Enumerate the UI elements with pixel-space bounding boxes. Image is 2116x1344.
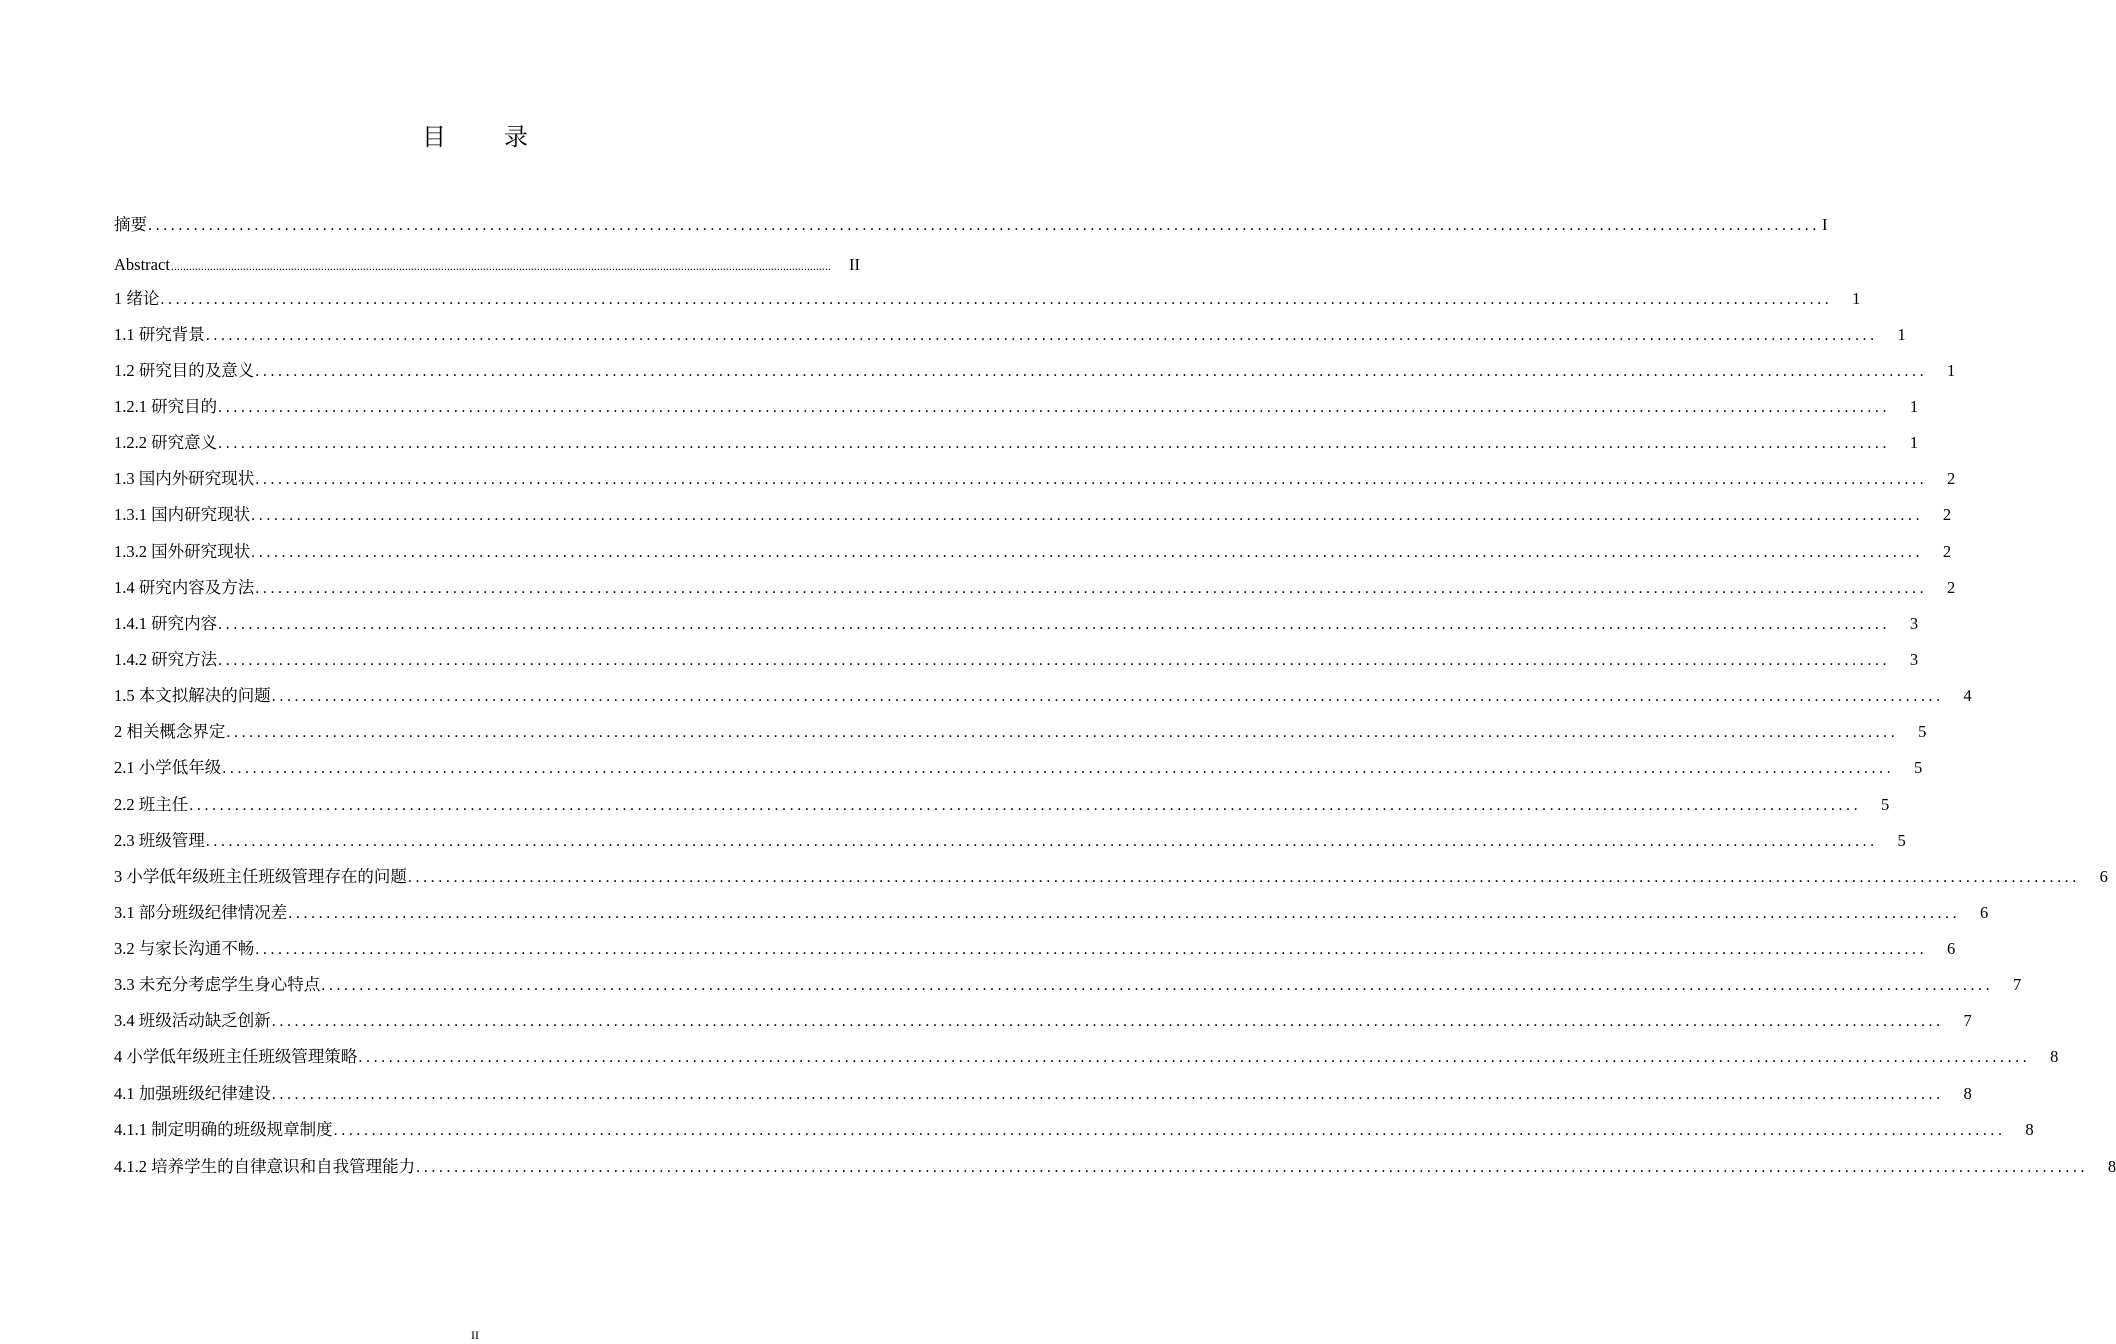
- toc-entry-page: 4: [1963, 686, 1972, 705]
- toc-entry[interactable]: [114, 322, 1906, 348]
- toc-entry[interactable]: [114, 647, 1919, 673]
- toc-entry-page: 1: [1909, 433, 1919, 452]
- toc-entry-label: 2.2 班主任: [114, 795, 189, 814]
- toc-entry[interactable]: [114, 792, 1890, 818]
- toc-entry-page: 8: [2025, 1120, 2034, 1139]
- toc-entry[interactable]: [114, 972, 2022, 998]
- toc-entry-page: 6: [1947, 939, 1956, 958]
- toc-leader-dots: ............................................................................................................................................................................................................................: [205, 327, 1878, 344]
- toc-entry-label: 1.3.2 国外研究现状: [114, 542, 251, 561]
- toc-entry-page: 2: [1942, 505, 1952, 524]
- toc-entry-label: 4.1.1 制定明确的班级规章制度: [114, 1120, 333, 1139]
- toc-entry-label: 1.1 研究背景: [114, 325, 205, 344]
- toc-entry[interactable]: [114, 755, 1923, 781]
- toc-entry[interactable]: [114, 286, 1861, 312]
- toc-entry-label: 3 小学低年级班主任班级管理存在的问题: [114, 867, 407, 886]
- toc-entry-label: 3.2 与家长沟通不畅: [114, 939, 255, 958]
- toc-entry-label: 1.4.1 研究内容: [114, 614, 218, 633]
- toc-entry-label: 1.3.1 国内研究现状: [114, 505, 251, 524]
- toc-entry-page: 1: [1897, 325, 1906, 344]
- toc-entry-page: II: [849, 255, 860, 274]
- toc-entry-label: Abstract: [114, 255, 170, 274]
- toc-entry-page: 7: [2013, 975, 2022, 994]
- toc-entry[interactable]: [114, 1081, 1972, 1107]
- toc-entry-page: 7: [1963, 1011, 1972, 1030]
- toc-entry-label: 2 相关概念界定: [114, 722, 226, 741]
- toc-entry[interactable]: [114, 936, 1956, 962]
- toc-entry-page: 2: [1947, 469, 1956, 488]
- toc-entry[interactable]: [114, 828, 1906, 854]
- toc-entry[interactable]: [114, 864, 2108, 890]
- toc-leader-dots: ............................................................................................................................................................................................................................: [255, 941, 1928, 958]
- toc-entry-label: 1.3 国内外研究现状: [114, 469, 255, 488]
- toc-entry-page: 2: [1947, 578, 1956, 597]
- toc-entry[interactable]: [114, 466, 1956, 492]
- toc-entry-page: 6: [1980, 903, 1989, 922]
- toc-entry-page: 1: [1852, 289, 1861, 308]
- toc-leader-dots: ............................................................................................................................................................................................................................: [271, 688, 1944, 705]
- toc-entry-label: 1 绪论: [114, 289, 160, 308]
- toc-leader-dots: ............................................................................................................................................................................................................................: [218, 616, 1891, 633]
- toc-entry-page: 8: [2107, 1157, 2116, 1176]
- toc-entry-label: 1.4 研究内容及方法: [114, 578, 255, 597]
- toc-entry-page: 1: [1909, 397, 1919, 416]
- toc-entry[interactable]: [114, 719, 1927, 745]
- toc-entry[interactable]: [114, 394, 1919, 420]
- toc-entry[interactable]: [114, 1044, 2059, 1070]
- toc-entry-page: 5: [1918, 722, 1927, 741]
- toc-entry-page: 8: [2050, 1047, 2059, 1066]
- toc-leader-dots: ............................................................................................................................................................................................................................: [160, 291, 1833, 308]
- toc-leader-dots: ............................................................................................................................................................................................................................: [321, 977, 1994, 994]
- toc-leader-dots: ............................................................................................................................................................................................................................: [218, 435, 1891, 452]
- toc-entry-label: 4.1.2 培养学生的自律意识和自我管理能力: [114, 1157, 416, 1176]
- toc-entry-label: 2.1 小学低年级: [114, 758, 222, 777]
- toc-leader-dots: ............................................................................................................................................................................................................................: [416, 1159, 2089, 1176]
- toc-entry-page: 6: [2099, 867, 2108, 886]
- toc-entry-page: 5: [1881, 795, 1890, 814]
- toc-entry[interactable]: [114, 502, 1952, 528]
- toc-leader-dots: ............................................................................................................................................................................................................................: [222, 760, 1895, 777]
- toc-leader-dots: ............................................................................................................................................................................................................................: [251, 544, 1924, 561]
- toc-entry[interactable]: [114, 611, 1919, 637]
- toc-entry[interactable]: [114, 1117, 2034, 1143]
- toc-entry-label: 3.3 未充分考虑学生身心特点: [114, 975, 321, 994]
- toc-entry[interactable]: [114, 900, 1989, 926]
- toc-entry-label: 1.2.2 研究意义: [114, 433, 218, 452]
- toc-leader-dots: ............................................................................................................................................................................................................................: [255, 471, 1928, 488]
- toc-entry-label: 1.2.1 研究目的: [114, 397, 218, 416]
- toc-entry[interactable]: [114, 683, 1972, 709]
- page-title: 目 录: [422, 125, 554, 151]
- toc-leader-dots: ............................................................................................................................................................................................................................: [170, 259, 831, 273]
- toc-entry-label: 1.2 研究目的及意义: [114, 361, 255, 380]
- toc-entry[interactable]: [114, 1008, 1972, 1034]
- toc-entry-label: 2.3 班级管理: [114, 831, 205, 850]
- toc-entry[interactable]: [114, 1154, 2116, 1180]
- toc-entry-page: 1: [1947, 361, 1956, 380]
- toc-entry-label: 1.4.2 研究方法: [114, 650, 218, 669]
- toc-leader-dots: ............................................................................................................................................................................................................................: [255, 580, 1928, 597]
- toc-entry[interactable]: [114, 212, 1828, 238]
- toc-entry-page: 3: [1909, 614, 1919, 633]
- toc-entry-page: 8: [1963, 1084, 1972, 1103]
- toc-leader-dots: ............................................................................................................................................................................................................................: [358, 1049, 2031, 1066]
- toc-leader-dots: ............................................................................................................................................................................................................................: [271, 1013, 1944, 1030]
- footer-page-number: II: [471, 1328, 479, 1342]
- toc-entry-page: 5: [1914, 758, 1923, 777]
- toc-entry[interactable]: [114, 575, 1956, 601]
- toc-entry-label: 4 小学低年级班主任班级管理策略: [114, 1047, 358, 1066]
- toc-leader-dots: ............................................................................................................................................................................................................................: [218, 652, 1891, 669]
- toc-leader-dots: ............................................................................................................................................................................................................................: [407, 869, 2080, 886]
- toc-leader-dots: ............................................................................................................................................................................................................................: [251, 507, 1924, 524]
- toc-leader-dots: ............................................................................................................................................................................................................................: [205, 833, 1878, 850]
- toc-entry-label: 摘要: [114, 215, 147, 234]
- toc-leader-dots: ............................................................................................................................................................................................................................: [189, 797, 1862, 814]
- toc-entry[interactable]: [114, 430, 1919, 456]
- toc-entry-page: 2: [1942, 542, 1952, 561]
- toc-entry-label: 4.1 加强班级纪律建设: [114, 1084, 271, 1103]
- toc-leader-dots: ............................................................................................................................................................................................................................: [148, 217, 1820, 234]
- toc-entry-page: I: [1822, 215, 1828, 234]
- toc-leader-dots: ............................................................................................................................................................................................................................: [333, 1122, 2006, 1139]
- toc-entry-label: 3.1 部分班级纪律情况差: [114, 903, 288, 922]
- toc-entry-page: 3: [1909, 650, 1919, 669]
- toc-entry-label: 1.5 本文拟解决的问题: [114, 686, 271, 705]
- toc-entry-label: 3.4 班级活动缺乏创新: [114, 1011, 271, 1030]
- toc-leader-dots: ............................................................................................................................................................................................................................: [218, 399, 1891, 416]
- toc-leader-dots: ............................................................................................................................................................................................................................: [226, 724, 1899, 741]
- toc-entry[interactable]: [114, 358, 1956, 384]
- toc-leader-dots: ............................................................................................................................................................................................................................: [288, 905, 1961, 922]
- toc-leader-dots: ............................................................................................................................................................................................................................: [271, 1086, 1944, 1103]
- toc-entry[interactable]: [114, 252, 860, 278]
- toc-entry-page: 5: [1897, 831, 1906, 850]
- toc-leader-dots: ............................................................................................................................................................................................................................: [255, 363, 1928, 380]
- toc-entry[interactable]: [114, 539, 1952, 565]
